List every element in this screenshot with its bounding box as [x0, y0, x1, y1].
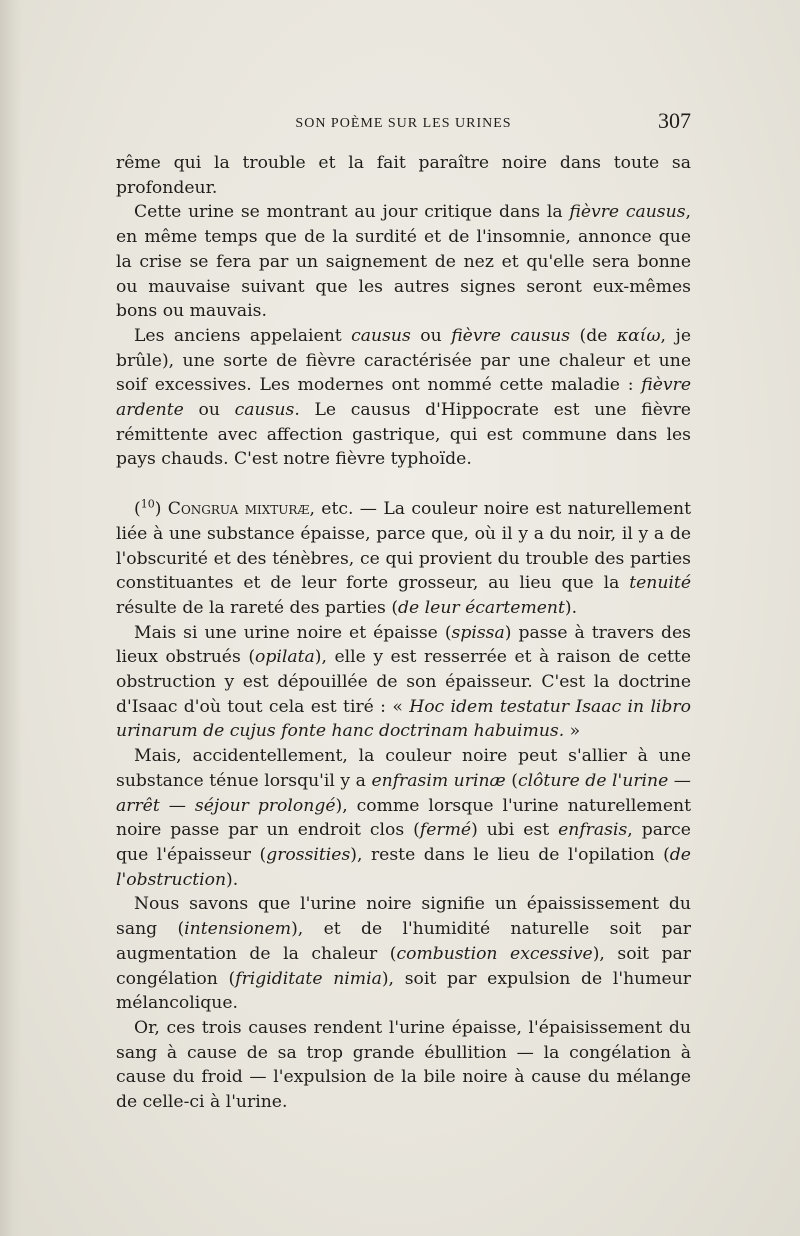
- text-run: Mais si une urine noire et épaisse (: [134, 622, 452, 643]
- italic-text: fièvre causus: [569, 202, 686, 223]
- italic-text: de leur écartement: [398, 597, 565, 618]
- text-run: ), elle y est resserrée et à raison de cette obstruction y est dépouillée de son épaisseur. C'est la doctrine d'Isaac d'où tout cela est tiré : «: [116, 647, 691, 717]
- page-number: 307: [658, 108, 691, 133]
- text-run: , parce que l'épaisseur (: [116, 820, 691, 865]
- text-run: ou: [410, 325, 452, 346]
- running-title: SON POÈME SUR LES URINES: [295, 116, 512, 131]
- text-run: ), reste dans le lieu de l'opilation (: [350, 844, 670, 865]
- text-run: , en même temps que de la surdité et de l'insomnie, annonce que la crise se fera par un saignement de nez et qu'elle sera bonne ou mauvaise suivant que les autres signes seront eux-mêmes bons ou mauvais.: [116, 202, 691, 322]
- text-run: ), comme lorsque l'urine naturellement noire passe par un endroit clos (: [116, 795, 691, 841]
- italic-text: causus: [351, 325, 411, 346]
- italic-text: fièvre ardente: [116, 375, 691, 421]
- paragraph: [116, 744, 691, 892]
- italic-text: fermé: [419, 820, 472, 841]
- text-run: rême qui la trouble et la fait paraître noire dans toute sa profondeur.: [116, 153, 691, 198]
- italic-text: intensionem: [184, 919, 292, 940]
- italic-text: enfrasim urinæ: [371, 770, 506, 791]
- page-binding-edge: [0, 0, 22, 1236]
- page-header: [116, 108, 691, 138]
- italic-text: de l'obstruction: [116, 844, 691, 890]
- text-run: (: [505, 770, 518, 791]
- italic-text: tenuité: [629, 573, 691, 594]
- text-run: ): [154, 499, 168, 520]
- text-run: Cette urine se montrant au jour critique dans la: [134, 202, 570, 223]
- text-run: ).: [226, 869, 239, 890]
- italic-text: opilata: [255, 647, 315, 668]
- text-run: ), et de l'humidité naturelle soit par augmentation de la chaleur (: [116, 919, 692, 964]
- paragraph: [116, 892, 691, 1016]
- text-run: ou: [183, 400, 235, 421]
- text-run: ).: [564, 597, 578, 618]
- text-run: ) passe à travers des lieux obstrués (: [116, 622, 692, 668]
- text-run: Les anciens appelaient: [134, 325, 352, 346]
- italic-text: καίω: [616, 325, 661, 346]
- paragraph: [116, 151, 691, 200]
- italic-text: frigiditate nimia: [235, 968, 382, 989]
- text-run: »: [564, 721, 581, 742]
- text-run: Mais, accidentellement, la couleur noire peut s'allier à une substance ténue lorsqu'il y a: [116, 746, 691, 791]
- small-caps-text: Congrua mixturæ: [167, 499, 310, 520]
- paragraph: [116, 621, 691, 745]
- text-run: (: [134, 499, 141, 520]
- note-number: 10: [140, 497, 155, 511]
- italic-text: causus: [234, 400, 295, 421]
- paragraph: [116, 1016, 691, 1115]
- paragraph: [116, 200, 691, 324]
- text-run: ) ubi est: [471, 820, 559, 841]
- italic-text: grossities: [266, 844, 351, 865]
- italic-text: fièvre causus: [451, 325, 571, 346]
- text-run: ), soit par expulsion de l'humeur mélancolique.: [116, 968, 692, 1014]
- text-run: Or, ces trois causes rendent l'urine épaisse, l'épaisissement du sang à cause de sa trop grande ébullition — la congélation à cause du froid — l'expulsion de la bile noire à cause du mélange de celle-ci à l'urine.: [116, 1017, 691, 1113]
- text-run: , je brûle), une sorte de fièvre caractérisée par une chaleur et une soif excessives. Les modernes ont nommé cette maladie :: [116, 325, 691, 396]
- text-run: ), soit par congélation (: [116, 943, 691, 989]
- text-run: résulte de la rareté des parties (: [116, 597, 399, 618]
- text-run: , etc. — La couleur noire est naturellement liée à une substance épaisse, parce que, où il y a du noir, il y a de l'obscurité et des ténèbres, ce qui provient du trouble des parties constituantes et de leur forte grosseur, au lieu que la: [116, 499, 692, 594]
- text-run: Nous savons que l'urine noire signifie un épaississement du sang (: [116, 894, 691, 940]
- text-run: (de: [570, 325, 617, 346]
- paragraph: [116, 324, 691, 472]
- italic-text: combustion excessive: [396, 943, 593, 964]
- text-run: . Le causus d'Hippocrate est une fièvre rémittente avec affection gastrique, qui est commune dans les pays chauds. C'est notre fièvre typhoïde.: [116, 400, 691, 470]
- italic-text: enfrasis: [558, 820, 628, 841]
- italic-text: Hoc idem testatur Isaac in libro urinarum de cujus fonte hanc doctrinam habuimus.: [116, 696, 692, 742]
- footnote-paragraph: [116, 497, 691, 621]
- body-text: [116, 151, 691, 1115]
- italic-text: spissa: [451, 622, 505, 643]
- italic-text: clôture de l'urine — arrêt — séjour prolongé: [116, 770, 691, 816]
